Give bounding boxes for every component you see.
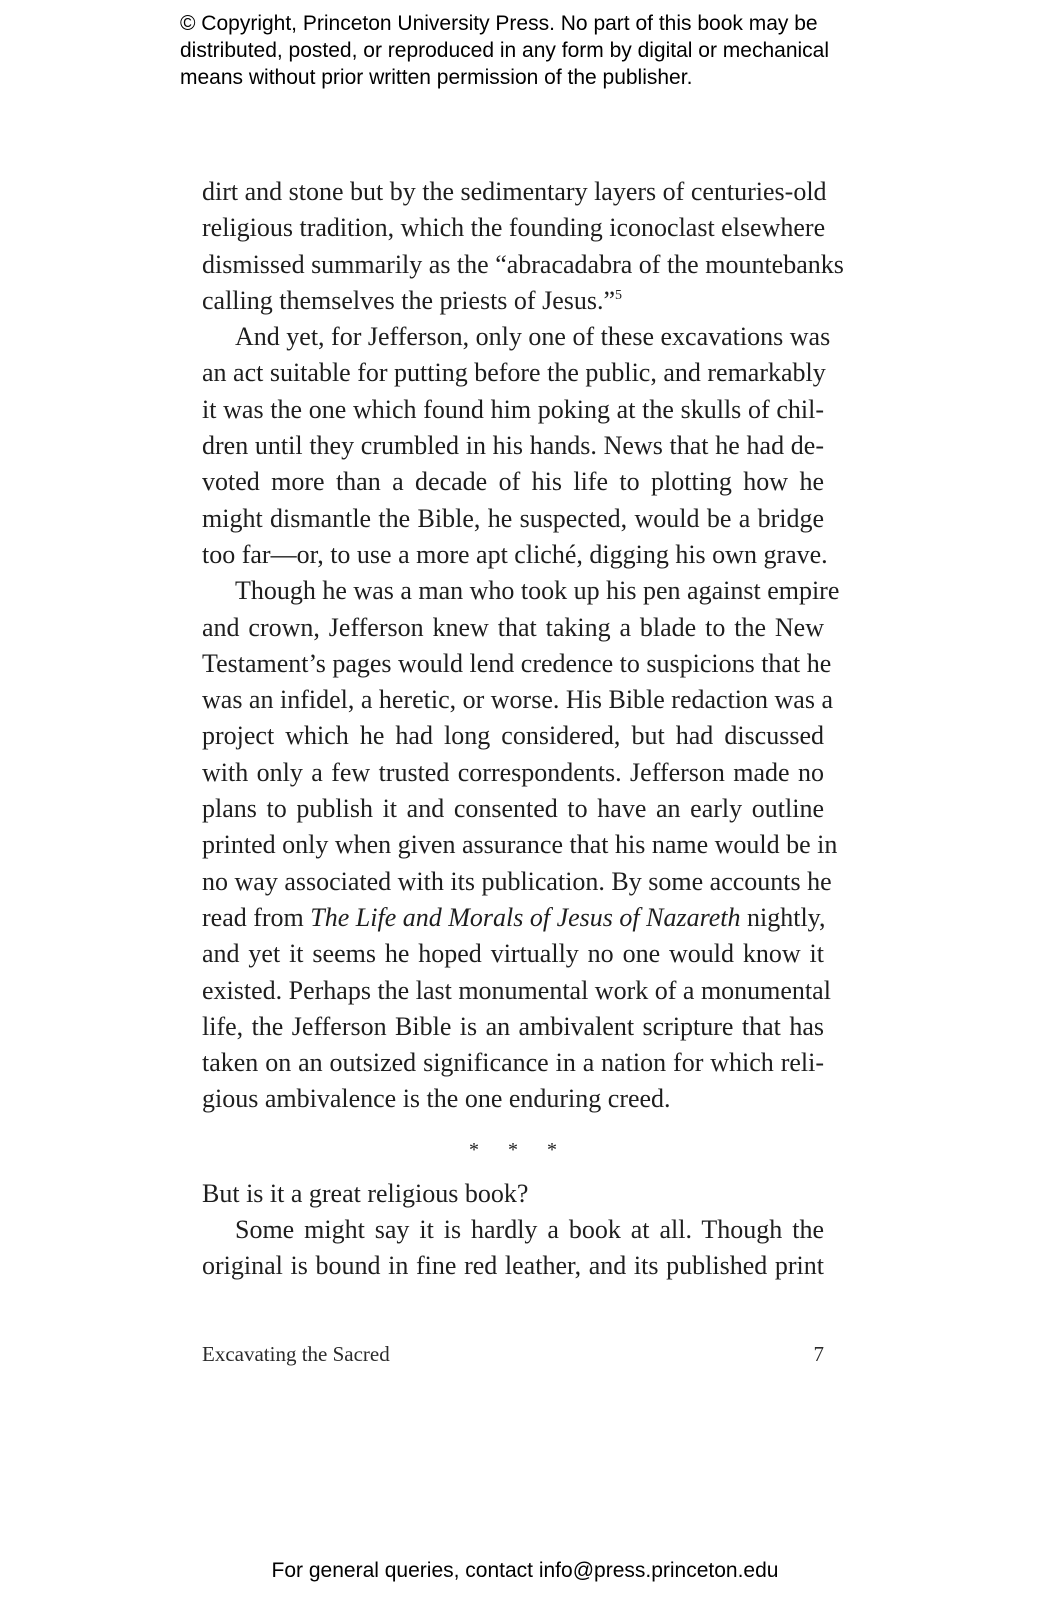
text-line: it was the one which found him poking at the skulls of chil-	[202, 394, 824, 424]
text-line	[202, 283, 824, 319]
copyright-line: distributed, posted, or reproduced in any form by digital or mechanical	[180, 39, 830, 62]
text-line: with only a few trusted correspondents. Jefferson made no	[202, 757, 824, 787]
copyright-notice	[180, 10, 900, 91]
text-line: taken on an outsized significance in a nation for which reli-	[202, 1048, 824, 1078]
text-line: and yet it seems he hoped virtually no one would know it	[202, 939, 824, 969]
text-line: voted more than a decade of his life to plotting how he	[202, 467, 824, 497]
text-line: printed only when given assurance that his name would be in	[202, 830, 838, 860]
text-line: But is it a great religious book?	[202, 1178, 529, 1208]
text-line: gious ambivalence is the one enduring creed.	[202, 1084, 671, 1114]
text-fragment: calling themselves the priests of Jesus.”	[202, 285, 616, 315]
footnote-ref: 5	[615, 287, 623, 303]
text-line: dren until they crumbled in his hands. News that he had de-	[202, 431, 824, 461]
text-line: Though he was a man who took up his pen against empire	[235, 576, 840, 606]
text-line: and crown, Jefferson knew that taking a blade to the New	[202, 612, 824, 642]
text-line: was an infidel, a heretic, or worse. His Bible redaction was a	[202, 685, 834, 715]
text-line: project which he had long considered, but had discussed	[202, 721, 824, 751]
contact-line: For general queries, contact info@press.princeton.edu	[271, 1559, 779, 1582]
text-fragment: read from	[202, 902, 311, 932]
text-line: plans to publish it and consented to have an early outline	[202, 794, 824, 824]
running-title: Excavating the Sacred	[202, 1342, 390, 1366]
text-line: dirt and stone but by the sedimentary layers of centuries-old	[202, 177, 827, 206]
text-line: dismissed summarily as the “abracadabra of the mountebanks	[202, 249, 844, 279]
text-line: no way associated with its publication. By some accounts he	[202, 866, 832, 896]
copyright-line: © Copyright, Princeton University Press. No part of this book may be	[180, 12, 818, 35]
text-line	[202, 900, 824, 936]
text-fragment: nightly,	[740, 902, 826, 932]
section-break: * * *	[469, 1138, 569, 1161]
text-line: Testament’s pages would lend credence to suspicions that he	[202, 648, 832, 678]
text-line: might dismantle the Bible, he suspected, would be a bridge	[202, 503, 824, 533]
book-title: The Life and Morals of Jesus of Nazareth	[310, 902, 741, 932]
text-line: And yet, for Jefferson, only one of these excavations was	[235, 322, 831, 352]
text-line: religious tradition, which the founding iconoclast elsewhere	[202, 213, 826, 243]
text-line: existed. Perhaps the last monumental work of a monumental	[202, 975, 831, 1005]
text-line: an act suitable for putting before the public, and remarkably	[202, 358, 826, 388]
page-number: 7	[813, 1342, 824, 1366]
copyright-line: means without prior written permission of the publisher.	[180, 66, 693, 89]
text-line: original is bound in fine red leather, and its published print	[202, 1251, 824, 1281]
body-text	[202, 174, 844, 1285]
text-line: too far—or, to use a more apt cliché, digging his own grave.	[202, 539, 828, 569]
text-line: Some might say it is hardly a book at all. Though the	[235, 1215, 824, 1245]
text-line: life, the Jefferson Bible is an ambivalent scripture that has	[202, 1011, 824, 1041]
